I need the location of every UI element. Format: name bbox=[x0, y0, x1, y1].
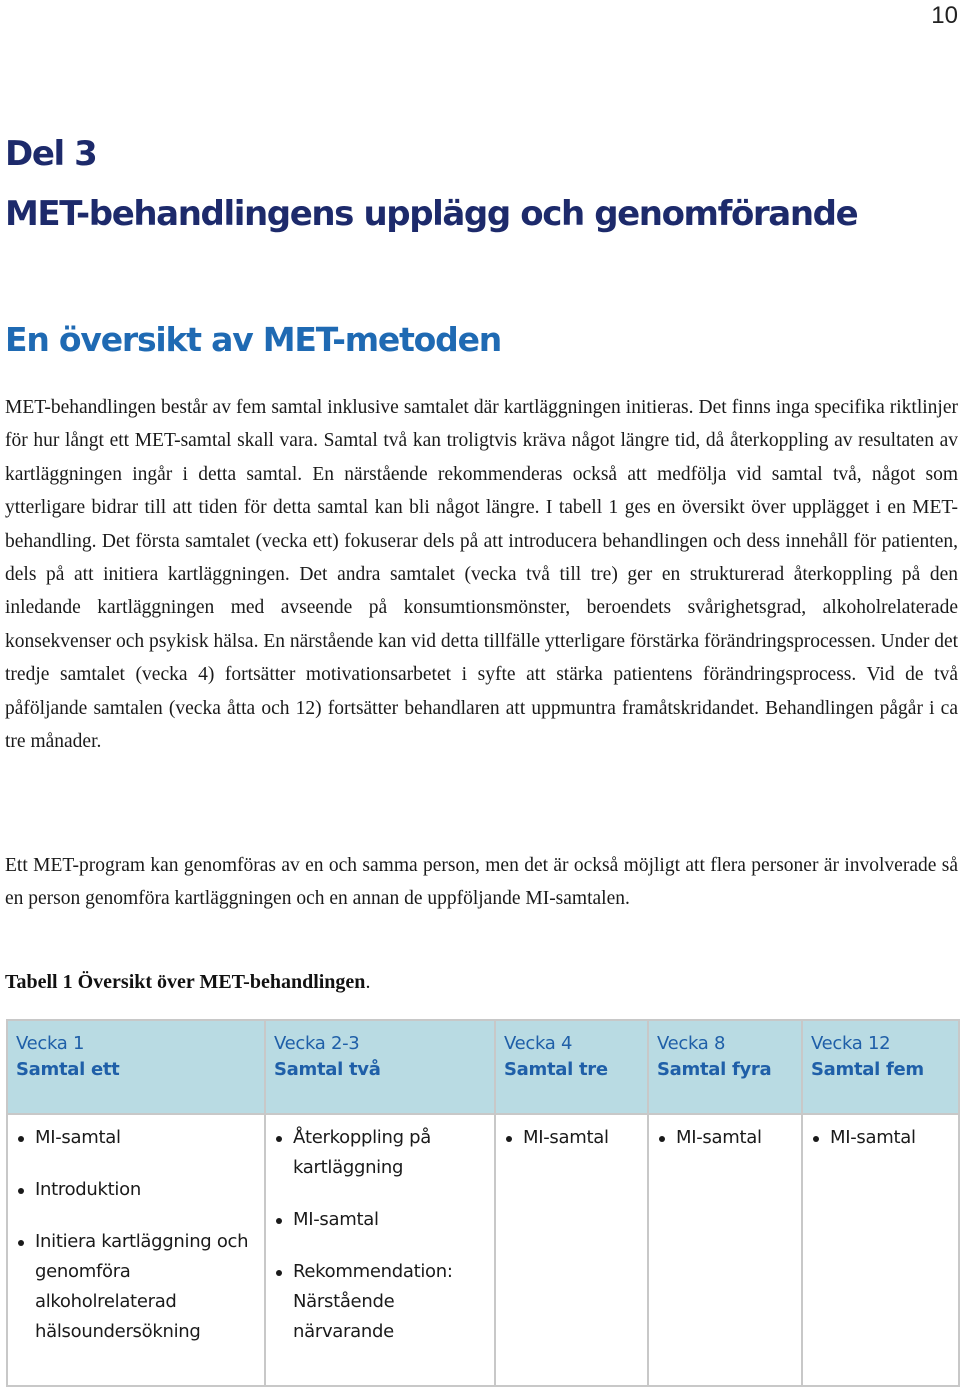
week-label: Vecka 2-3 bbox=[274, 1033, 360, 1054]
table-header-cell bbox=[7, 1020, 265, 1114]
bullet-list bbox=[809, 1123, 952, 1153]
list-item: MI-samtal bbox=[809, 1123, 952, 1153]
table-header-cell bbox=[802, 1020, 959, 1114]
list-item: Initiera kartläggning och genomföra alkoholrelaterad hälsoundersökning bbox=[14, 1227, 258, 1347]
part-heading-line2: MET-behandlingens upplägg och genomförande bbox=[5, 194, 858, 234]
session-label: Samtal två bbox=[274, 1059, 381, 1080]
overview-table bbox=[6, 1019, 960, 1387]
table-header-cell bbox=[495, 1020, 648, 1114]
table-header-cell bbox=[265, 1020, 495, 1114]
list-item: MI-samtal bbox=[655, 1123, 795, 1153]
part-heading bbox=[5, 124, 857, 244]
table-caption-text: Tabell 1 Översikt över MET-behandlingen bbox=[5, 971, 366, 993]
list-item: MI-samtal bbox=[502, 1123, 641, 1153]
bullet-list bbox=[502, 1123, 641, 1153]
week-label: Vecka 8 bbox=[657, 1033, 726, 1054]
section-heading: En översikt av MET-metoden bbox=[5, 320, 502, 359]
bullet-list bbox=[14, 1123, 258, 1347]
table-caption-period: . bbox=[365, 971, 371, 993]
list-item: MI-samtal bbox=[272, 1205, 488, 1235]
bullet-list bbox=[272, 1123, 488, 1347]
session-label: Samtal fem bbox=[811, 1059, 924, 1080]
session-label: Samtal tre bbox=[504, 1059, 608, 1080]
table-cell bbox=[802, 1114, 959, 1386]
table-cell bbox=[265, 1114, 495, 1386]
table-header-row bbox=[7, 1020, 959, 1114]
body-paragraph-2: Ett MET-program kan genomföras av en och samma person, men det är också möjligt att flera personer är involverade så en person genomföra kartläggningen och en annan de uppföljande MI-samtalen. bbox=[5, 855, 958, 910]
table-cell bbox=[7, 1114, 265, 1386]
table-cell bbox=[495, 1114, 648, 1386]
list-item: Rekommendation: Närstående närvarande bbox=[272, 1257, 488, 1347]
body-paragraph-1: MET-behandlingen består av fem samtal inklusive samtalet där kartläggningen initieras. Det finns inga specifika riktlinjer för hur långt ett MET-samtal skall vara. Samtal två kan troligtvis kräva något längre tid, då återkoppling av resultaten av kartläggningen ingår i detta samtal. En närstående rekommenderas också att medfölja vid samtal två, något som ytterligare bidrar till att tiden för detta samtal kan bli något längre. I tabell 1 ges en översikt över upplägget i en MET-behandling. Det första samtalet (vecka ett) fokuserar dels på att introducera behandlingen och dess innehåll för patienten, dels på att initiera kartläggningen. Det andra samtalet (vecka två till tre) ger en strukturerad återkoppling på den inledande kartläggningen med avseende på konsumtionsmönster, beroendets svårighetsgrad, alkoholrelaterade konsekvenser och psykisk hälsa. En närstående kan vid detta tillfälle ytterligare förstärka förändringsprocessen. Under det tredje samtalet (vecka 4) fortsätter motivationsarbetet i syfte att stärka patientens förändringsprocess. Vid de två påföljande samtalen (vecka åtta och 12) fortsätter behandlaren att uppmuntra framåtskridandet. Behandlingen pågår i ca tre månader. bbox=[5, 397, 959, 753]
week-label: Vecka 4 bbox=[504, 1033, 573, 1054]
list-item: Återkoppling på kartläggning bbox=[272, 1123, 488, 1183]
week-label: Vecka 1 bbox=[16, 1033, 85, 1054]
session-label: Samtal fyra bbox=[657, 1059, 772, 1080]
list-item: MI-samtal bbox=[14, 1123, 258, 1153]
table-caption bbox=[5, 971, 370, 994]
table-row bbox=[7, 1114, 959, 1386]
bullet-list bbox=[655, 1123, 795, 1153]
part-heading-line1: Del 3 bbox=[5, 134, 97, 174]
list-item: Introduktion bbox=[14, 1175, 258, 1205]
session-label: Samtal ett bbox=[16, 1059, 120, 1080]
table-header-cell bbox=[648, 1020, 802, 1114]
page-number: 10 bbox=[931, 2, 958, 29]
week-label: Vecka 12 bbox=[811, 1033, 891, 1054]
table-cell bbox=[648, 1114, 802, 1386]
